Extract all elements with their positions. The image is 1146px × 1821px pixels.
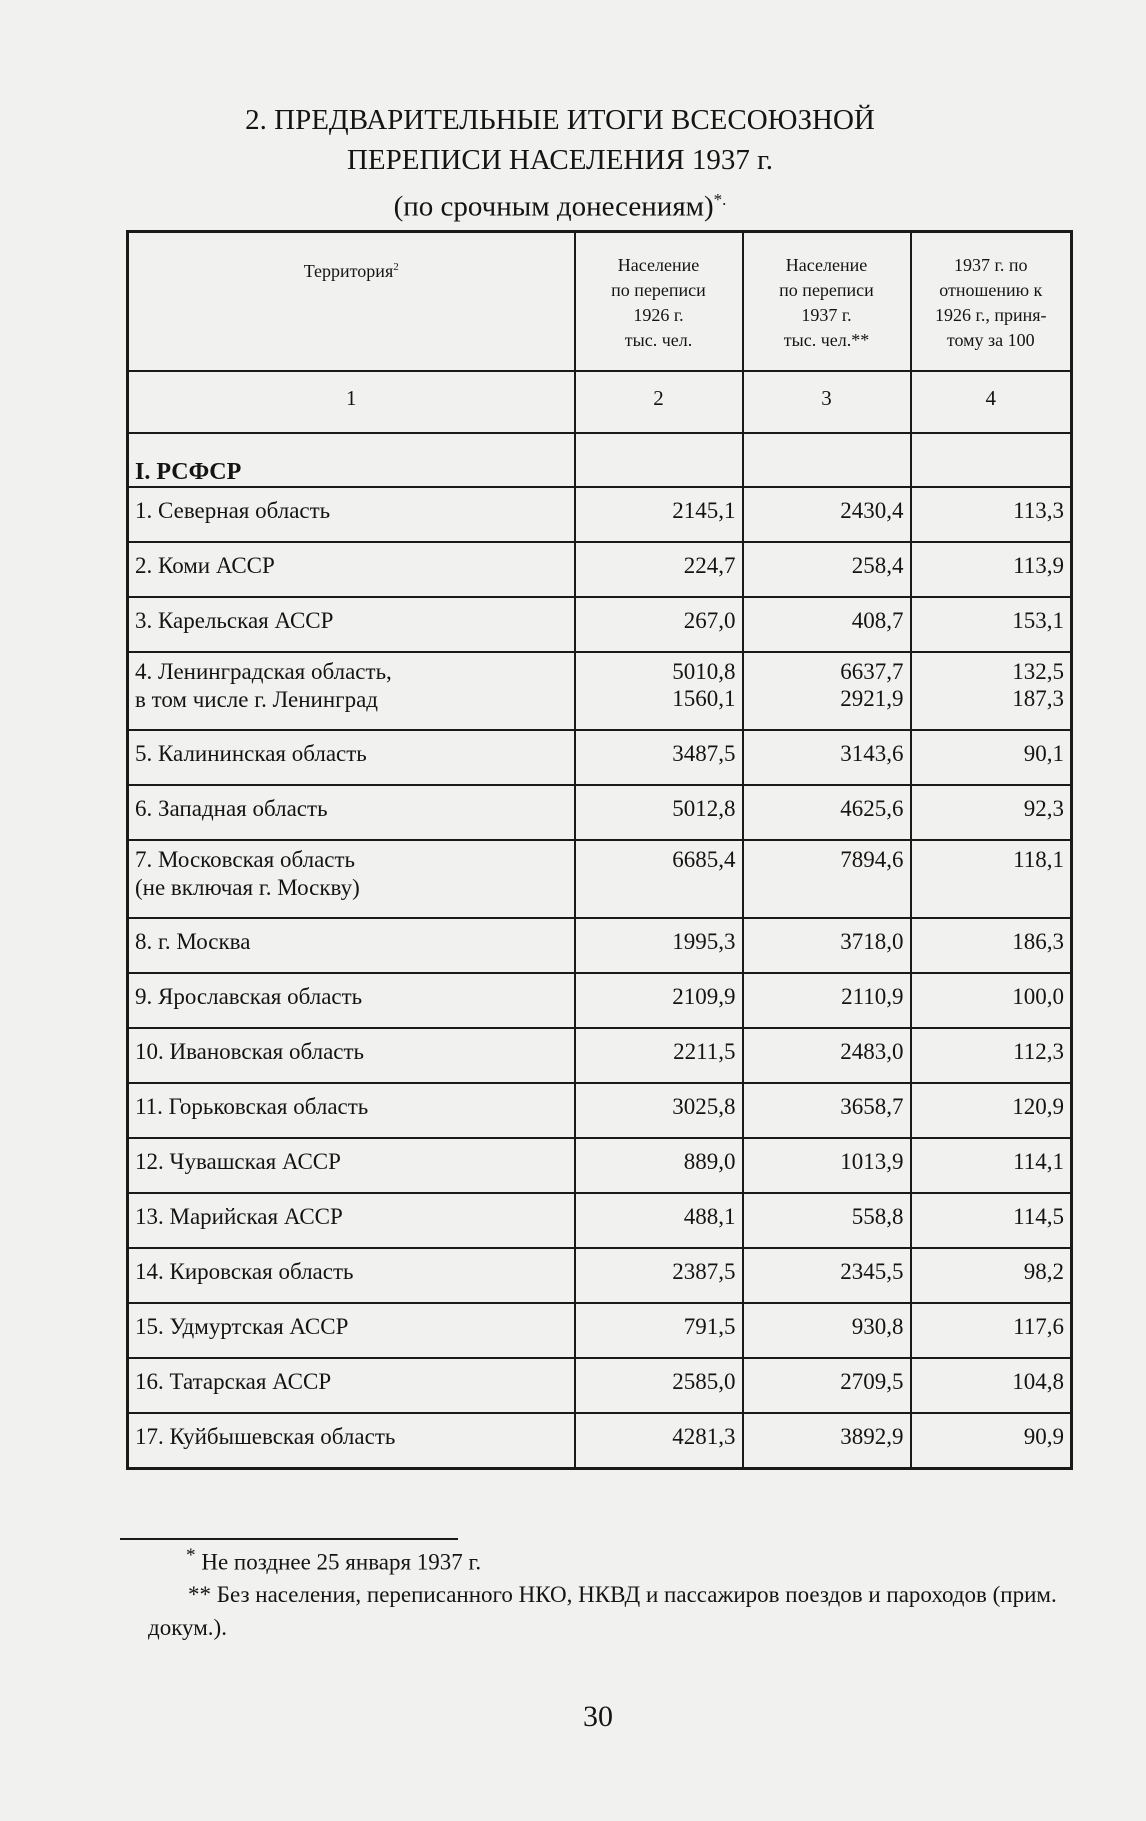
- territory-name-line: 6. Западная область: [135, 796, 328, 821]
- territory-name: [128, 597, 575, 652]
- population-1926-line: 2109,9: [672, 984, 736, 1009]
- population-1937: [743, 1138, 911, 1193]
- header-cell-line: тыс. чел.: [624, 330, 693, 350]
- territory-name: [128, 542, 575, 597]
- territory-name-line: 8. г. Москва: [135, 929, 251, 954]
- population-1937-line: 2430,4: [840, 498, 904, 523]
- ratio-value: [911, 652, 1072, 730]
- population-1926-line: 2387,5: [672, 1259, 736, 1284]
- ratio-value: [911, 1248, 1072, 1303]
- ratio-value-line: 100,0: [1012, 984, 1064, 1009]
- section-row: [128, 433, 1072, 487]
- footnote-2: ** Без населения, переписанного НКО, НКВД и пассажиров поездов и пароходов (прим. докум.).: [148, 1582, 1057, 1640]
- population-1937: [743, 730, 911, 785]
- table-row: [128, 1303, 1072, 1358]
- population-1937: [743, 1028, 911, 1083]
- header-cell-line: Население: [617, 255, 700, 275]
- header-cell-line: 1937 г.: [801, 305, 852, 325]
- population-1926-line: 3487,5: [672, 741, 736, 766]
- section-title: I. РСФСР: [128, 433, 575, 487]
- header-cell-line: 1926 г., приня-: [934, 305, 1047, 325]
- population-1926-line: 2211,5: [673, 1039, 736, 1064]
- page-number: 30: [583, 1700, 613, 1733]
- territory-name: [128, 1193, 575, 1248]
- column-number: 2: [575, 371, 743, 433]
- population-1937-line: 930,8: [851, 1314, 904, 1339]
- table-body: [128, 487, 1072, 1469]
- footnote-1: [186, 1545, 481, 1576]
- header-cell-line: тому за 100: [946, 330, 1035, 350]
- ratio-value: [911, 1083, 1072, 1138]
- population-1926-line: 2585,0: [672, 1369, 736, 1394]
- population-1937: [743, 918, 911, 973]
- ratio-value: [911, 1028, 1072, 1083]
- ratio-value-line: 153,1: [1012, 608, 1064, 633]
- header-cell-line: по переписи: [611, 280, 706, 300]
- population-1926-line: 4281,3: [672, 1424, 736, 1449]
- header-cell-line: отношению к: [939, 280, 1043, 300]
- population-1937-line: 3718,0: [840, 929, 904, 954]
- population-1937: [743, 487, 911, 542]
- population-1926: [575, 652, 743, 730]
- territory-name: [128, 1413, 575, 1469]
- population-1937-line: 258,4: [851, 553, 904, 578]
- population-1937-line: 558,8: [851, 1204, 904, 1229]
- footnote-1-text: Не позднее 25 января 1937 г.: [201, 1549, 482, 1575]
- header-row: [128, 232, 1072, 372]
- population-1937-line: 4625,6: [840, 796, 904, 821]
- population-1926: [575, 1193, 743, 1248]
- table-row: [128, 1138, 1072, 1193]
- population-1937: [743, 1303, 911, 1358]
- ratio-value-line: 113,3: [1013, 498, 1064, 523]
- population-1926-line: 3025,8: [672, 1094, 736, 1119]
- population-1937-line: 2345,5: [840, 1259, 904, 1284]
- header-ratio: [911, 232, 1072, 372]
- population-1926-line: 224,7: [683, 553, 736, 578]
- ratio-value: [911, 1413, 1072, 1469]
- population-1937-line: 2709,5: [840, 1369, 904, 1394]
- population-1926-line: 2145,1: [672, 498, 736, 523]
- title-line-3-text: (по срочным донесениям): [393, 190, 714, 223]
- territory-name-line: 1. Северная область: [135, 498, 331, 523]
- table-row: [128, 652, 1072, 730]
- table-row: [128, 973, 1072, 1028]
- header-cell-line: по переписи: [779, 280, 874, 300]
- ratio-value-line: 92,3: [1023, 796, 1064, 821]
- header-cell-line: 1926 г.: [633, 305, 684, 325]
- header-territory-note: 2: [393, 261, 399, 273]
- title-footnote-mark: *.: [713, 190, 727, 209]
- header-cell-line: тыс. чел.**: [783, 330, 870, 350]
- ratio-value: [911, 840, 1072, 918]
- population-1926-line: 1995,3: [672, 929, 736, 954]
- population-1926-line: 6685,4: [672, 847, 736, 872]
- table-row: [128, 840, 1072, 918]
- header-cell-line: Население: [785, 255, 868, 275]
- population-1926: [575, 785, 743, 840]
- table-row: [128, 730, 1072, 785]
- territory-name: [128, 1248, 575, 1303]
- territory-name: [128, 1083, 575, 1138]
- footnote-divider: [120, 1538, 458, 1540]
- territory-name: [128, 918, 575, 973]
- population-1937: [743, 785, 911, 840]
- table-row: [128, 597, 1072, 652]
- territory-name: [128, 730, 575, 785]
- ratio-value: [911, 1358, 1072, 1413]
- population-1926: [575, 730, 743, 785]
- territory-name-line: 11. Горьковская область: [135, 1094, 369, 1119]
- population-1926-line: 488,1: [683, 1204, 736, 1229]
- table-row: [128, 1248, 1072, 1303]
- ratio-value: [911, 487, 1072, 542]
- territory-name-line: 10. Ивановская область: [135, 1039, 365, 1064]
- title-line-2: ПЕРЕПИСИ НАСЕЛЕНИЯ 1937 г.: [346, 144, 774, 176]
- territory-name-line: 12. Чувашская АССР: [135, 1149, 341, 1174]
- population-1926: [575, 840, 743, 918]
- page-title: [120, 100, 1000, 227]
- census-table: [126, 230, 1073, 1470]
- population-1937-line: 2110,9: [841, 984, 904, 1009]
- table-row: [128, 542, 1072, 597]
- territory-name-line: 7. Московская область: [135, 847, 356, 872]
- territory-name: [128, 1358, 575, 1413]
- ratio-value-line: 132,5: [1012, 659, 1064, 684]
- population-1937-line: 7894,6: [840, 847, 904, 872]
- population-1926: [575, 1248, 743, 1303]
- ratio-value: [911, 918, 1072, 973]
- title-line-3: [120, 180, 1000, 227]
- population-1937: [743, 1413, 911, 1469]
- ratio-value: [911, 1303, 1072, 1358]
- population-1926: [575, 542, 743, 597]
- ratio-value-line: 187,3: [1012, 686, 1064, 711]
- table-row: [128, 1413, 1072, 1469]
- territory-name-line: 15. Удмуртская АССР: [135, 1314, 349, 1339]
- population-1926: [575, 1413, 743, 1469]
- population-1926-line: 5012,8: [672, 796, 736, 821]
- header-pop-1937: [743, 232, 911, 372]
- table-row: [128, 1083, 1072, 1138]
- population-1926: [575, 918, 743, 973]
- territory-name: [128, 1028, 575, 1083]
- population-1937-line: 2921,9: [840, 686, 904, 711]
- territory-name-line: 2. Коми АССР: [135, 553, 275, 578]
- column-number: 3: [743, 371, 911, 433]
- population-1937: [743, 1358, 911, 1413]
- territory-name-line: 17. Куйбышевская область: [135, 1424, 396, 1449]
- table-row: [128, 1028, 1072, 1083]
- ratio-value: [911, 973, 1072, 1028]
- population-1926-line: 267,0: [683, 608, 736, 633]
- population-1937-line: 1013,9: [840, 1149, 904, 1174]
- territory-name-line: 16. Татарская АССР: [135, 1369, 332, 1394]
- territory-name-line: 13. Марийская АССР: [135, 1204, 343, 1229]
- header-territory-label: Территория: [303, 261, 394, 281]
- territory-name-line: 5. Калининская область: [135, 741, 367, 766]
- territory-name: [128, 785, 575, 840]
- population-1926: [575, 1303, 743, 1358]
- population-1926-line: 791,5: [683, 1314, 736, 1339]
- population-1937-line: 408,7: [851, 608, 904, 633]
- population-1937: [743, 973, 911, 1028]
- territory-name: [128, 840, 575, 918]
- territory-name-line: в том числе г. Ленинград: [135, 687, 379, 712]
- territory-name: [128, 1303, 575, 1358]
- ratio-value-line: 120,9: [1012, 1094, 1064, 1119]
- population-1937: [743, 597, 911, 652]
- population-1926: [575, 1358, 743, 1413]
- population-1937-line: 6637,7: [840, 659, 904, 684]
- territory-name-line: 9. Ярославская область: [135, 984, 363, 1009]
- column-number: 1: [128, 371, 575, 433]
- ratio-value: [911, 597, 1072, 652]
- footnote-1-mark: *: [186, 1545, 196, 1566]
- territory-name: [128, 652, 575, 730]
- population-1926-line: 1560,1: [672, 686, 736, 711]
- ratio-value-line: 113,9: [1013, 553, 1064, 578]
- table-row: [128, 1193, 1072, 1248]
- header-territory: [128, 232, 575, 372]
- ratio-value: [911, 542, 1072, 597]
- population-1937: [743, 652, 911, 730]
- ratio-value-line: 90,9: [1023, 1424, 1064, 1449]
- population-1937: [743, 1193, 911, 1248]
- header-cell-line: 1937 г. по: [954, 255, 1028, 275]
- population-1926-line: 889,0: [683, 1149, 736, 1174]
- ratio-value-line: 98,2: [1023, 1259, 1064, 1284]
- ratio-value: [911, 730, 1072, 785]
- population-1926: [575, 973, 743, 1028]
- territory-name-line: 14. Кировская область: [135, 1259, 354, 1284]
- population-1937-line: 3658,7: [840, 1094, 904, 1119]
- ratio-value: [911, 1138, 1072, 1193]
- population-1937: [743, 542, 911, 597]
- population-1926: [575, 1028, 743, 1083]
- population-1926: [575, 597, 743, 652]
- ratio-value-line: 114,5: [1013, 1204, 1064, 1229]
- ratio-value-line: 117,6: [1013, 1314, 1064, 1339]
- territory-name-line: (не включая г. Москву): [135, 875, 360, 900]
- ratio-value: [911, 785, 1072, 840]
- ratio-value-line: 186,3: [1012, 929, 1064, 954]
- ratio-value-line: 112,3: [1013, 1039, 1064, 1064]
- population-1926: [575, 1083, 743, 1138]
- population-1937: [743, 1083, 911, 1138]
- population-1926: [575, 1138, 743, 1193]
- ratio-value: [911, 1193, 1072, 1248]
- territory-name-line: 3. Карельская АССР: [135, 608, 334, 633]
- title-line-1: 2. ПРЕДВАРИТЕЛЬНЫЕ ИТОГИ ВСЕСОЮЗНОЙ: [245, 104, 875, 136]
- territory-name-line: 4. Ленинградская область,: [135, 659, 392, 684]
- population-1926: [575, 487, 743, 542]
- table-row: [128, 785, 1072, 840]
- population-1937-line: 3892,9: [840, 1424, 904, 1449]
- population-1937-line: 3143,6: [840, 741, 904, 766]
- table-row: [128, 918, 1072, 973]
- ratio-value-line: 118,1: [1013, 847, 1064, 872]
- territory-name: [128, 973, 575, 1028]
- territory-name: [128, 487, 575, 542]
- population-1937: [743, 1248, 911, 1303]
- ratio-value-line: 104,8: [1012, 1369, 1064, 1394]
- population-1926-line: 5010,8: [672, 659, 736, 684]
- territory-name: [128, 1138, 575, 1193]
- header-pop-1926: [575, 232, 743, 372]
- table-row: [128, 1358, 1072, 1413]
- column-number-row: [128, 371, 1072, 433]
- population-1937: [743, 840, 911, 918]
- population-1937-line: 2483,0: [840, 1039, 904, 1064]
- column-number: 4: [911, 371, 1072, 433]
- ratio-value-line: 114,1: [1013, 1149, 1064, 1174]
- ratio-value-line: 90,1: [1023, 741, 1064, 766]
- table-row: [128, 487, 1072, 542]
